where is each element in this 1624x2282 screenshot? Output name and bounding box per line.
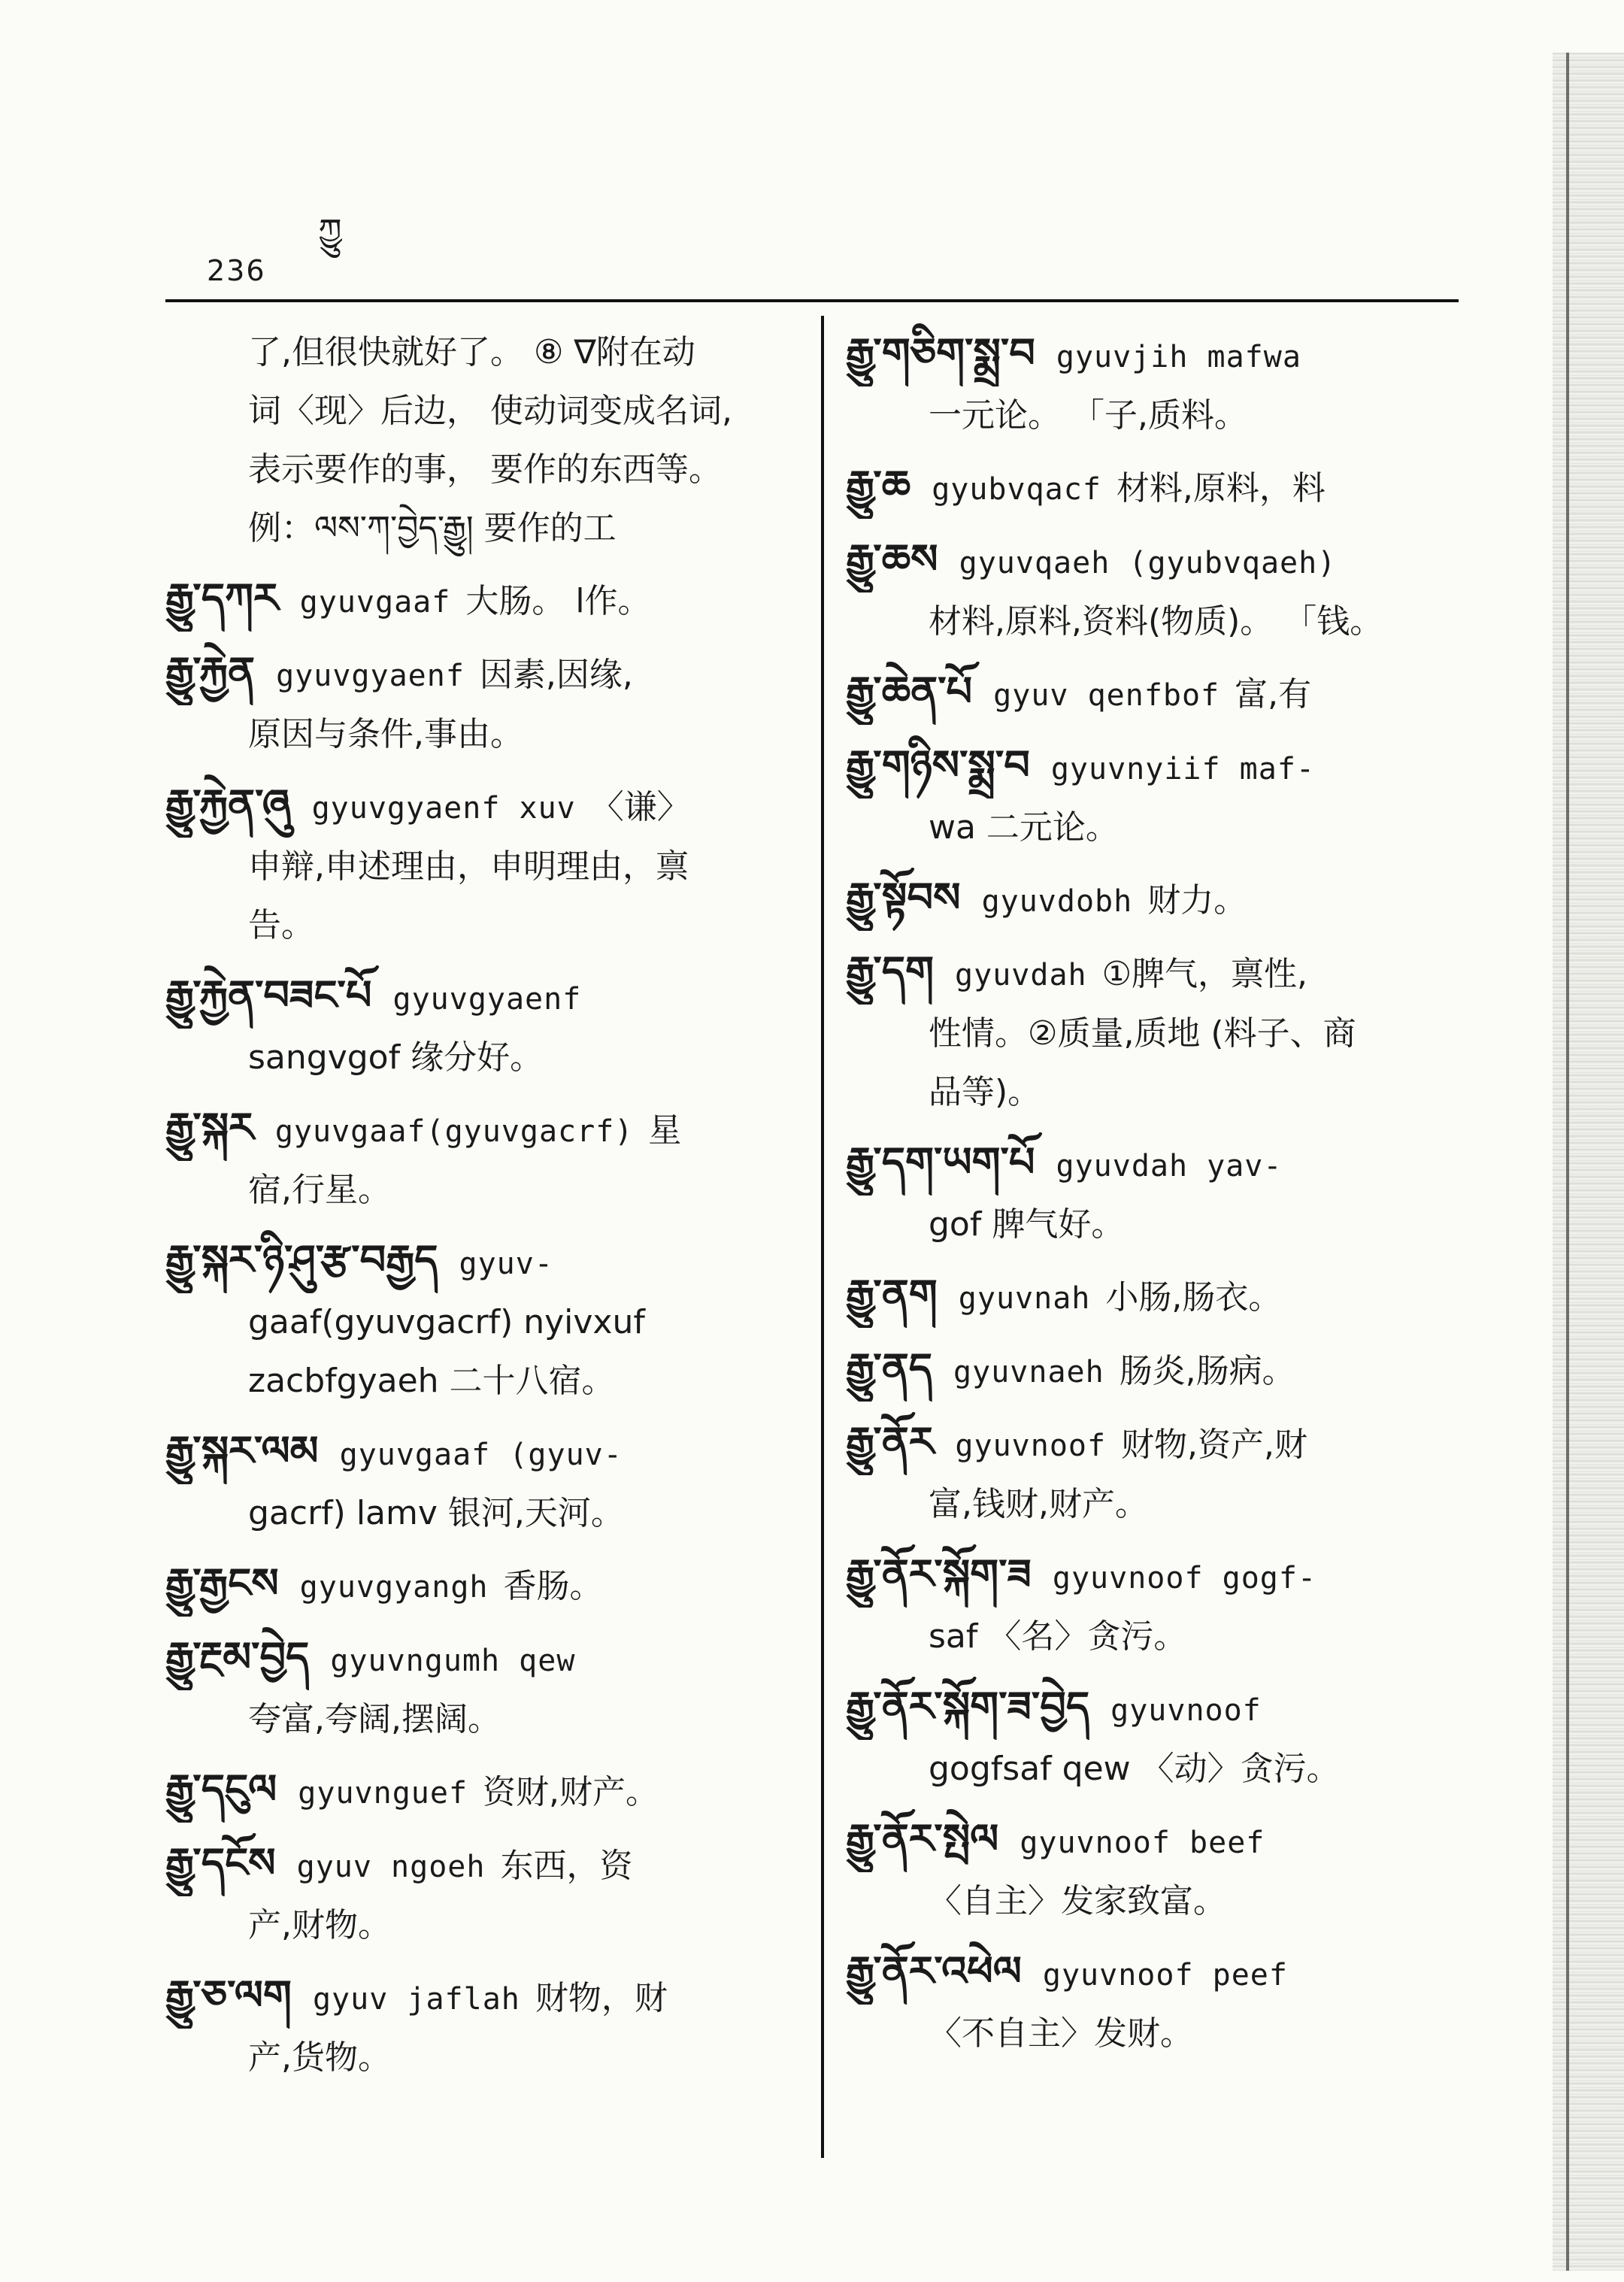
dictionary-entry [165,1627,797,1749]
dictionary-entry [846,941,1470,1122]
entry-gloss: 财物，财 [535,1979,668,2017]
entry-line [846,323,1470,386]
entry-romanization: gyuvgaaf(gyuvgacrf) [274,1114,634,1149]
entry-gloss: 因素,因缘, [479,656,633,694]
dictionary-entry [165,642,797,764]
entry-line [165,838,797,896]
dictionary-entry [165,1759,797,1823]
entry-headword: རྒྱུ་གཅིག་སྨྲ་བ [846,329,1035,377]
page-header [207,212,342,287]
entry-gloss: 产,财物。 [248,1906,391,1944]
entry-gloss: 告。 [248,906,314,944]
entry-gloss: zacbfgyaeh 二十八宿。 [248,1362,615,1400]
dictionary-entry [846,456,1470,519]
entry-romanization: gyuvnaeh [953,1355,1104,1390]
entry-gloss: 香肠。 [503,1567,603,1605]
dictionary-entry [846,323,1470,445]
entry-headword: རྒྱུ་རྐྱེན་བཟང་པོ [165,971,372,1019]
entry-romanization: gyuv qenfbof [993,678,1220,713]
entry-romanization: gyuvnoof gogf- [1052,1561,1317,1596]
page-edge-shadow [1553,53,1624,2271]
entry-line [165,441,797,499]
page-number: 236 [207,254,266,287]
entry-gloss: 星 [648,1111,682,1150]
entry-romanization: gyuvgyaenf xuv [311,791,576,826]
entry-headword: རྒྱུ་གཉིས་སྨྲ་བ [846,741,1030,789]
entry-line [165,774,797,838]
entry-line [165,1627,797,1690]
entry-gloss: 财物,资产,财 [1121,1426,1308,1464]
entry-romanization: gyuvnyiif maf- [1050,752,1315,786]
entry-line [165,705,797,764]
dictionary-entry [846,1809,1470,1931]
dictionary-entry [846,1338,1470,1402]
entry-headword: རྒྱུ་རྒྱངས [165,1559,279,1607]
entry-line [846,1677,1470,1740]
left-column [165,323,797,2098]
dictionary-entry [846,1132,1470,1254]
entry-line [846,2005,1470,2063]
entry-line [165,1484,797,1543]
entry-line [846,1809,1470,1872]
entry-line [846,868,1470,931]
entry-line [165,2029,797,2087]
entry-line [846,1005,1470,1063]
entry-romanization: gyuvgyangh [299,1570,489,1605]
entry-gloss: 材料,原料,资料(物质)。 「钱。 [929,602,1383,641]
entry-gloss: sangvgof 缘分好。 [248,1038,544,1077]
entry-headword: རྒྱུ་ནོར [846,1417,935,1465]
entry-gloss: 了,但很快就好了。 ⑧ ∇附在动 [248,333,695,371]
entry-romanization: gyuvnoof peef [1042,1958,1288,1993]
entry-line [165,499,797,558]
entry-romanization: gyuvqaeh (gyubvqaeh) [959,546,1337,580]
entry-romanization: gyuvjih mafwa [1056,340,1301,374]
entry-gloss: 富,钱财,财产。 [929,1485,1148,1523]
entry-gloss: wa 二元论。 [929,808,1119,847]
entry-gloss: ①脾气，禀性, [1101,955,1308,993]
entry-romanization: gyuvnoof [1110,1693,1262,1728]
entry-gloss: 产,货物。 [248,2038,391,2077]
entry-line [165,1293,797,1352]
entry-gloss: 词〈现〉后边， 使动词变成名词, [248,392,732,430]
entry-gloss: 宿,行星。 [248,1171,391,1209]
entry-romanization: gyuv jaflah [312,1982,520,2017]
entry-gloss: 申辩,申述理由，申明理由，禀 [248,847,689,886]
entry-line [846,1941,1470,2005]
entry-line [165,1896,797,1955]
entry-romanization: gyuvnah [958,1281,1091,1316]
entry-headword: རྒྱུ་སྟོབས [846,873,961,921]
entry-gloss: 一元论。 「子,质料。 [929,396,1247,435]
entry-gloss: 性情。②质量,质地 (料子、商 [929,1014,1356,1053]
dictionary-entry [165,774,797,955]
entry-gloss: 夸富,夸阔,摆阔。 [248,1700,501,1738]
entry-gloss: gogfsaf qew 〈动〉贪污。 [929,1750,1340,1788]
entry-line [165,1029,797,1087]
dictionary-entry [846,1265,1470,1328]
entry-line [846,1132,1470,1196]
entry-line [165,382,797,441]
entry-romanization: gyuvnguef [298,1776,468,1811]
entry-line [846,456,1470,519]
entry-headword: རྒྱུ་ནོར་སྐོག་ཟ [846,1550,1032,1598]
entry-line [165,1759,797,1823]
entry-headword: རྒྱུ་ནོར་སྤེལ [846,1814,999,1862]
entry-romanization: gyubvqacf [932,472,1101,507]
entry-line [165,323,797,382]
entry-line [846,1872,1470,1931]
entry-line [165,1352,797,1411]
entry-headword: རྒྱུ་ཅ་ལག [165,1971,292,2019]
entry-headword: རྒྱུ་རྐྱེན་ཞུ [165,780,291,828]
entry-headword: རྒྱུ་ཆ [846,461,911,509]
entry-romanization: gyuvdah yav- [1056,1149,1283,1183]
entry-headword: རྒྱུ་དངུལ [165,1765,277,1813]
entry-gloss: 例：ལས་ཀ་བྱེད་རྒྱུ། 要作的工 [248,509,617,547]
entry-gloss: 财力。 [1147,881,1247,920]
dictionary-entry [846,529,1470,651]
column-divider [821,316,824,2158]
dictionary-entry [165,1833,797,1955]
entry-romanization: gyuvgyaenf [276,659,465,693]
entry-line [165,1421,797,1484]
entry-line [846,1265,1470,1328]
header-rule [165,299,1459,302]
entry-headword: རྒྱུ་དག [846,947,935,995]
entry-line [846,662,1470,725]
dictionary-entry [165,323,797,558]
entry-romanization: gyuvgyaenf [392,982,582,1017]
right-column [846,323,1470,2074]
entry-gloss: gof 脾气好。 [929,1205,1125,1244]
entry-line [165,1161,797,1220]
entry-headword: རྒྱུ་དཀར [165,574,279,622]
entry-line [165,965,797,1029]
entry-gloss: 资财,财产。 [483,1773,659,1811]
entry-headword: རྒྱུ་དག་ཡག་པོ [846,1138,1035,1186]
entry-gloss: 小肠,肠衣。 [1105,1278,1282,1317]
entry-line [846,386,1470,445]
entry-line [846,735,1470,799]
entry-line [846,1740,1470,1799]
entry-line [846,1608,1470,1666]
entry-romanization: gyuvngumh qew [330,1644,576,1678]
dictionary-entry [846,662,1470,725]
entry-line [165,1098,797,1161]
entry-line [846,529,1470,592]
entry-headword: རྒྱུ་དངོས [165,1838,276,1887]
entry-gloss: 肠炎,肠病。 [1119,1352,1295,1390]
entry-gloss: 大肠。 l作。 [465,582,651,620]
entry-gloss: gacrf) lamv 银河,天河。 [248,1494,624,1532]
entry-headword: རྒྱུ་ནག [846,1270,938,1318]
entry-gloss: gaaf(gyuvgacrf) nyivxuf [248,1303,645,1341]
entry-romanization: gyuvgaaf [299,585,451,620]
entry-line [846,1544,1470,1608]
entry-line [165,1965,797,2029]
entry-line [165,642,797,705]
entry-headword: རྒྱུ་ནད [846,1344,933,1392]
entry-line [846,1338,1470,1402]
dictionary-entry [165,965,797,1087]
entry-gloss: 〈自主〉发家致富。 [929,1882,1226,1920]
entry-headword: རྒྱུ་རྔམ་བྱེད [165,1632,310,1680]
entry-romanization: gyuvdobh [981,884,1133,919]
dictionary-entry [846,868,1470,931]
entry-line [165,568,797,632]
entry-gloss: 东西，资 [500,1847,633,1885]
entry-gloss: 材料,原料，料 [1116,469,1326,508]
dictionary-entry [846,1412,1470,1534]
entry-headword: རྒྱུ་སྐར་ལམ [165,1426,319,1474]
entry-headword: རྒྱུ་ནོར་སྐོག་ཟ་བྱེད [846,1682,1090,1730]
entry-romanization: gyuvdah [955,958,1087,993]
entry-line [846,1063,1470,1122]
entry-romanization: gyuvnoof beef [1020,1826,1265,1860]
dictionary-entry [165,1230,797,1411]
dictionary-entry [846,735,1470,857]
entry-line [165,1553,797,1617]
entry-line [846,1475,1470,1534]
dictionary-entry [846,1941,1470,2063]
entry-gloss: 原因与条件,事由。 [248,715,523,753]
entry-gloss: saf 〈名〉贪污。 [929,1617,1187,1656]
entry-gloss: 表示要作的事， 要作的东西等。 [248,450,722,489]
entry-headword: རྒྱུ་རྐྱེན [165,647,256,696]
entry-gloss: 〈不自主〉发财。 [929,2014,1193,2053]
dictionary-entry [165,1553,797,1617]
dictionary-entry [165,1421,797,1543]
entry-headword: རྒྱུ་སྐར་ཉི་ཤུ་རྩ་བརྒྱད [165,1235,438,1283]
dictionary-entry [846,1544,1470,1666]
header-letter: ཀྱུ [318,212,342,250]
dictionary-entry [165,1098,797,1220]
entry-line [846,1196,1470,1254]
entry-line [165,1230,797,1293]
entry-romanization: gyuvnoof [955,1429,1107,1463]
entry-line [165,1833,797,1896]
entry-gloss: 品等)。 [929,1073,1041,1111]
entry-romanization: gyuv ngoeh [296,1850,486,1884]
entry-line [846,799,1470,857]
entry-line [846,1412,1470,1475]
entry-romanization: gyuvgaaf (gyuv- [339,1438,623,1472]
entry-line [846,941,1470,1005]
entry-headword: རྒྱུ་ཆས [846,535,938,583]
entry-gloss: 富,有 [1235,675,1312,714]
entry-headword: རྒྱུ་ནོར་འཕེལ [846,1947,1022,1995]
entry-headword: རྒྱུ་སྐར [165,1103,254,1151]
entry-line [846,592,1470,651]
entry-headword: རྒྱུ་ཆེན་པོ [846,667,973,715]
entry-gloss: 〈谦〉 [590,788,690,826]
entry-line [165,1690,797,1749]
dictionary-entry [846,1677,1470,1799]
dictionary-entry [165,1965,797,2087]
entry-line [165,896,797,955]
entry-romanization: gyuv- [459,1247,553,1281]
dictionary-entry [165,568,797,632]
